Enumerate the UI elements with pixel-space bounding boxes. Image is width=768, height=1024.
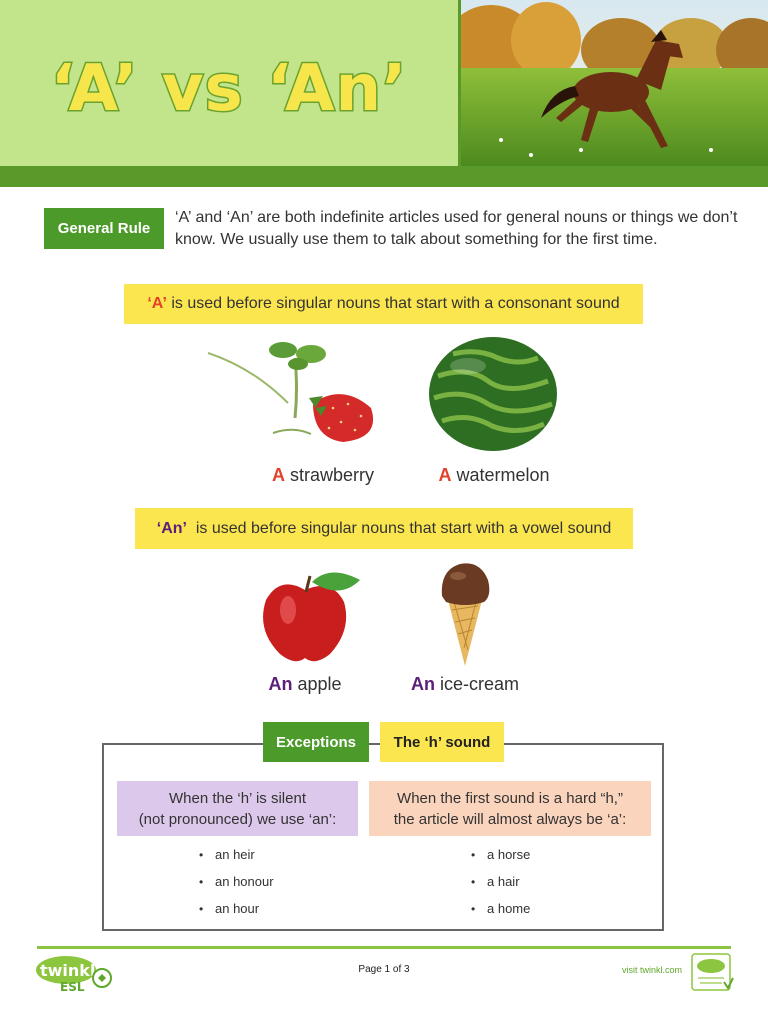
horse-photo xyxy=(458,0,768,166)
h-sound-badge: The ‘h’ sound xyxy=(380,722,504,762)
svg-text:ESL: ESL xyxy=(60,980,85,994)
visit-link[interactable]: visit twinkl.com xyxy=(621,965,682,975)
caption-strawberry: A strawberry xyxy=(271,465,374,485)
a-rule-article: ‘A’ xyxy=(147,295,167,312)
apple-icon xyxy=(260,570,362,671)
silent-h-list xyxy=(199,841,274,922)
twinkl-esl-logo[interactable] xyxy=(36,954,116,999)
a-rule-text: is used before singular nouns that start with a consonant sound xyxy=(166,295,620,312)
list-item: • a home xyxy=(471,895,530,922)
list-item: • an hour xyxy=(199,895,274,922)
strawberry-icon xyxy=(203,338,383,463)
watermelon-icon xyxy=(428,336,560,459)
list-item: • a horse xyxy=(471,841,530,868)
an-rule-article: ‘An’ xyxy=(156,519,187,537)
general-rule-text: ‘A’ and ‘An’ are both indefinite articles used for general nouns or things we don’t know. We usually use them to talk about something for the first time. xyxy=(175,209,738,248)
list-item: • an honour xyxy=(199,868,274,895)
exceptions-box xyxy=(102,743,664,931)
footer-divider xyxy=(37,946,731,949)
list-item: • a hair xyxy=(471,868,530,895)
an-rule-bar xyxy=(135,508,633,549)
a-rule-bar xyxy=(124,284,643,324)
caption-apple: An apple xyxy=(268,674,342,694)
caption-watermelon: A watermelon xyxy=(438,465,550,485)
ice-cream-icon xyxy=(438,560,492,673)
caption-ice-cream: An ice-cream xyxy=(410,674,519,694)
page-number: Page 1 of 3 xyxy=(358,964,410,975)
header xyxy=(0,0,768,187)
silent-h-heading: When the ‘h’ is silent (not pronounced) we use ‘an’: xyxy=(117,781,358,836)
header-band xyxy=(0,166,768,187)
page-title: ‘A’ vs ‘An’ xyxy=(50,52,408,126)
quality-seal-icon xyxy=(690,952,734,997)
general-rule-badge: General Rule xyxy=(44,208,164,249)
an-rule-text: is used before singular nouns that start with a vowel sound xyxy=(186,519,612,537)
list-item: • an heir xyxy=(199,841,274,868)
exceptions-badge: Exceptions xyxy=(263,722,369,762)
hard-h-list xyxy=(471,841,530,922)
hard-h-heading: When the first sound is a hard “h,” the article will almost always be ‘a’: xyxy=(369,781,651,836)
svg-text:twinkl: twinkl xyxy=(40,961,96,980)
